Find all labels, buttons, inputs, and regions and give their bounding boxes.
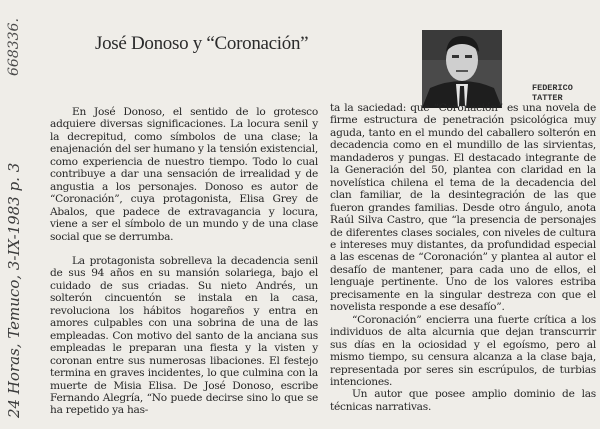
paragraph: “Coronación” encierra una fuerte crítica a los individuos de alta alcurnia que dejan transcurrir sus días en la ociosidad y el egoísmo, pero al mismo tiempo, su censura alcanza a la clase baja, representada por seres sin escrúpulos, de turbias intenciones. [330,313,596,388]
right-column [330,102,596,413]
paragraph: ta la saciedad: que “Coronación” es una novela de firme estructura de penetración psicológica muy aguda, tanto en el mundo del caballero solterón en decadencia como en el mundillo de las sirvientas, mandaderos y pungas. El destacado integrante de la Generación del 50, plantea con claridad en la novelística chilena el tema de la decadencia del clan familiar, de la desintegración de las que fueron grandes familias. Desde otro ángulo, anota Raúl Silva Castro, que “la presencia de personajes de diferentes clases sociales, con niveles de cultura e intereses muy distantes, da profundidad especial a las escenas de “Coronación” y plantea al autor el desafío de mantener, para cada uno de ellos, el lenguaje pertinente. Uno de los valores estriba precisamente en la singular destreza con que el novelista responde a ese desafío”. [330,102,596,314]
author-photo [422,30,502,108]
paragraph: En José Donoso, el sentido de lo grotesco adquiere diversas significaciones. La locura senil y la decrepitud, como símbolos de una clase; la enajenación del ser humano y la tensión existencial, como experiencia de nuestro tiempo. Todo lo cual contribuye a dar una sensación de irrealidad y de angustia a los personajes. Donoso es autor de “Coronación”, cuya protagonista, Elisa Grey de Abalos, que padece de extravagancia y locura, viene a ser el símbolo de un mundo y de una clase social que se derrumba. [50,106,318,243]
article-title: José Donoso y “Coronación” [95,33,309,54]
left-column [50,106,318,429]
paragraph: Un autor que posee amplio dominio de las técnicas narrativas. [330,388,596,413]
author-byline [532,83,573,103]
handwritten-source-note: 24 Horas, Temuco, 3-IX-1983 p. 3 [5,162,23,418]
handwritten-catalog-number: 668336. [6,18,22,76]
paragraph: La protagonista sobrelleva la decadencia senil de sus 94 años en su mansión solariega, bajo el cuidado de sus criadas. Su nieto Andrés, un solterón cincuentón se instala en la casa, revoluciona los hábitos hogareños y entra en amores culpables con una sobrina de una de las empleadas. Con motivo del santo de la anciana sus empleadas le preparan una fiesta y la visten y coronan entre sus numerosas libaciones. El festejo termina en graves incidentes, lo que culmina con la muerte de Misia Elisa. De José Donoso, escribe Fernando Alegría, “No puede decirse sino lo que se ha repetido ya has- [50,254,318,417]
author-last-name: TATTER [532,93,563,103]
author-first-name: FEDERICO [532,83,573,93]
